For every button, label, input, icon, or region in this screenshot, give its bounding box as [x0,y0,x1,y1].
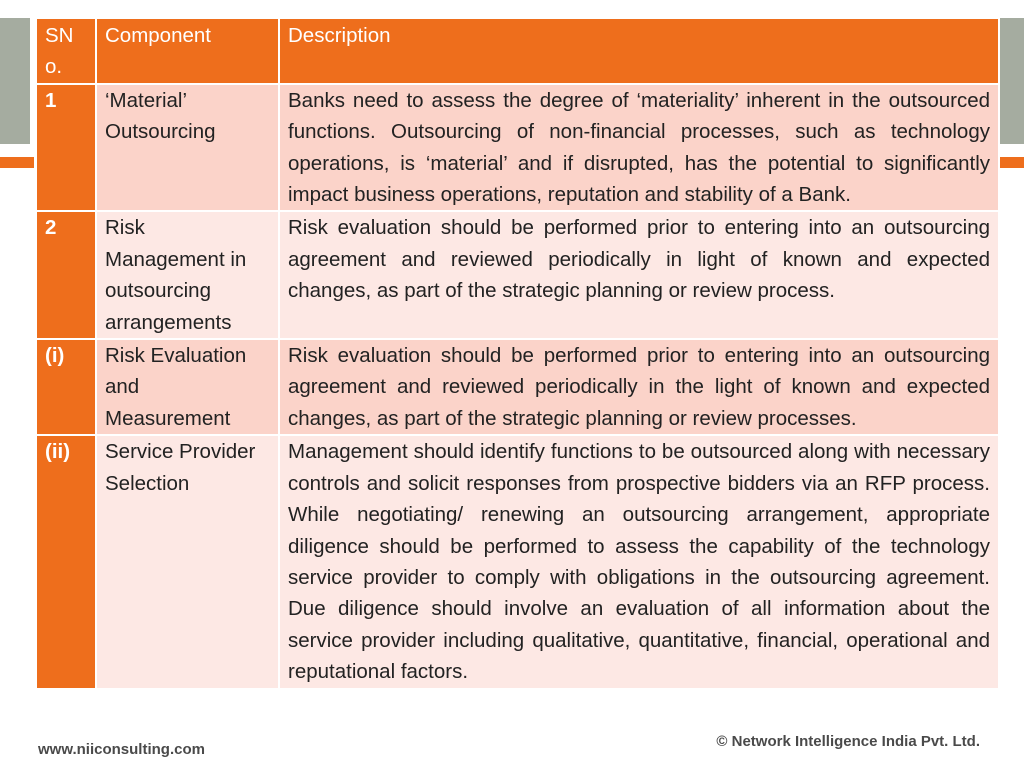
row-description: Banks need to assess the degree of ‘materiality’ inherent in the outsourced functions. Outsourcing of non-financial processes, such as technology operations, is ‘material’ and if disrupted, has the potential to significantly impact business operations, reputation and stability of a Bank. [279,84,999,212]
table-row [36,84,999,212]
right-gray-accent-bar [998,18,1024,144]
left-orange-accent-strip [0,157,34,168]
table-row [36,339,999,435]
header-description: Description [279,18,999,84]
table-header-row [36,18,999,84]
row-sn: 2 [36,211,96,339]
row-description: Risk evaluation should be performed prior to entering into an outsourcing agreement and reviewed periodically in the light of known and expected changes, as part of the strategic planning or review processes. [279,339,999,435]
row-sn: (i) [36,339,96,435]
row-component: Risk Evaluation and Measurement [96,339,279,435]
table-row [36,211,999,339]
header-sn: SN o. [36,18,96,84]
row-description: Management should identify functions to be outsourced along with necessary controls and solicit responses from prospective bidders via an RFP process. While negotiating/ renewing an outsourcing arrangement, appropriate diligence should be performed to assess the capability of the technology service provider to comply with obligations in the outsourcing agreement. Due diligence should involve an evaluation of all information about the service provider including qualitative, quantitative, financial, operational and reputational factors. [279,435,999,688]
row-component: Risk Management in outsourcing arrangements [96,211,279,339]
left-gray-accent-bar [0,18,30,144]
row-description: Risk evaluation should be performed prior to entering into an outsourcing agreement and reviewed periodically in light of known and expected changes, as part of the strategic planning or review process. [279,211,999,339]
row-sn: 1 [36,84,96,212]
outsourcing-components-table [35,17,1000,690]
footer-copyright: © Network Intelligence India Pvt. Ltd. [716,733,980,750]
table-row [36,435,999,688]
header-component: Component [96,18,279,84]
row-component: ‘Material’ Outsourcing [96,84,279,212]
footer-website: www.niiconsulting.com [38,741,205,758]
row-component: Service Provider Selection [96,435,279,688]
top-margin [0,0,1024,17]
right-orange-accent-strip [998,157,1024,168]
row-sn: (ii) [36,435,96,688]
